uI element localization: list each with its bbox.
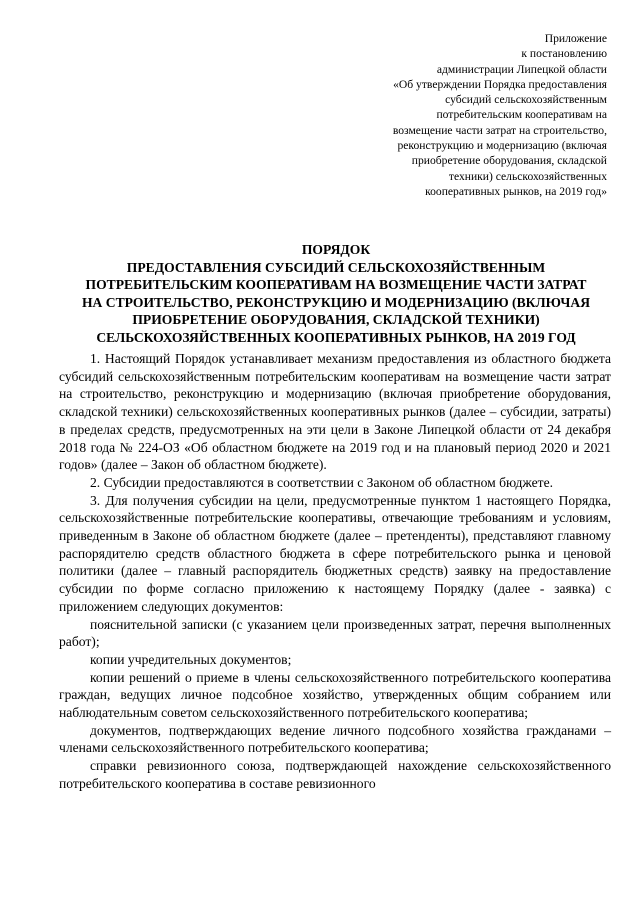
annex-line: техники) сельскохозяйственных: [448, 169, 607, 183]
list-item: пояснительной записки (с указанием цели произведенных затрат, перечня выполненных работ);: [59, 616, 611, 650]
title-line: ПОТРЕБИТЕЛЬСКИМ КООПЕРАТИВАМ НА ВОЗМЕЩЕНИЕ ЧАСТИ ЗАТРАТ: [85, 277, 587, 292]
list-item: справки ревизионного союза, подтверждающей нахождение сельскохозяйственного потребительского кооператива в составе ревизионного: [59, 758, 611, 791]
paragraph-3: 3. Для получения субсидии на цели, предусмотренные пунктом 1 настоящего Порядка, сельскохозяйственные потребительские кооперативы, отвечающие требованиям и условиям, приведенным в Законе об областном бюджете (далее – претенденты), представляют главному распорядителю средств областного бюджета в сфере потребительского рынка и ценовой политики (далее – главный распорядитель бюджетных средств) заявку на предоставление субсидии по форме согласно приложению к настоящему Порядку (далее - заявка) с приложением следующих документов:: [59, 492, 611, 614]
annex-header: [357, 31, 607, 199]
document-body: [59, 350, 611, 793]
paragraph-2: 2. Субсидии предоставляются в соответствии с Законом об областном бюджете.: [90, 474, 554, 490]
document-title: [48, 241, 624, 346]
annex-line: потребительским кооперативам на: [436, 108, 607, 122]
annex-line: администрации Липецкой области: [436, 62, 607, 76]
annex-line: кооперативных рынков, на 2019 год»: [425, 184, 607, 198]
title-line: НА СТРОИТЕЛЬСТВО, РЕКОНСТРУКЦИЮ И МОДЕРНИЗАЦИЮ (ВКЛЮЧАЯ: [81, 294, 591, 310]
title-line: ПРЕДОСТАВЛЕНИЯ СУБСИДИЙ СЕЛЬСКОХОЗЯЙСТВЕННЫМ: [126, 259, 546, 275]
annex-line: Приложение: [544, 32, 607, 45]
list-item: документов, подтверждающих ведение личного подсобного хозяйства гражданами – членами сельскохозяйственного потребительского кооператива;: [59, 722, 611, 756]
title-line: ПРИОБРЕТЕНИЕ ОБОРУДОВАНИЯ, СКЛАДСКОЙ ТЕХНИКИ): [132, 312, 540, 327]
annex-line: возмещение части затрат на строительство,: [392, 123, 607, 137]
annex-line: к постановлению: [521, 47, 607, 61]
list-item: копии решений о приеме в члены сельскохозяйственного потребительского кооператива граждан, ведущих личное подсобное хозяйство, утвержденных общим собранием или наблюдательным советом сельскохозяйственного потребительского кооператива;: [59, 669, 611, 721]
annex-line: «Об утверждении Порядка предоставления: [393, 77, 607, 91]
list-item: копии учредительных документов;: [90, 651, 292, 667]
annex-line: реконструкцию и модернизацию (включая: [397, 139, 607, 153]
paragraph-1: 1. Настоящий Порядок устанавливает механизм предоставления из областного бюджета субсидий сельскохозяйственным потребительским кооперативам на возмещение части затрат на строительство, реконструкцию и модернизацию (включая приобретение оборудования, складской техники) сельскохозяйственных кооперативных рынков (далее – субсидии, затраты) в пределах средств, предусмотренных на эти цели в Законе Липецкой области от 24 декабря 2018 года № 224-ОЗ «Об областном бюджете на 2019 год и на плановый период 2020 и 2021 годов» (далее – Закон об областном бюджете).: [59, 351, 611, 473]
annex-line: субсидий сельскохозяйственным: [445, 93, 607, 107]
title-line: СЕЛЬСКОХОЗЯЙСТВЕННЫХ КООПЕРАТИВНЫХ РЫНКОВ, НА 2019 ГОД: [96, 329, 576, 345]
title-heading: ПОРЯДОК: [301, 242, 371, 257]
annex-line: приобретение оборудования, складской: [411, 154, 607, 168]
